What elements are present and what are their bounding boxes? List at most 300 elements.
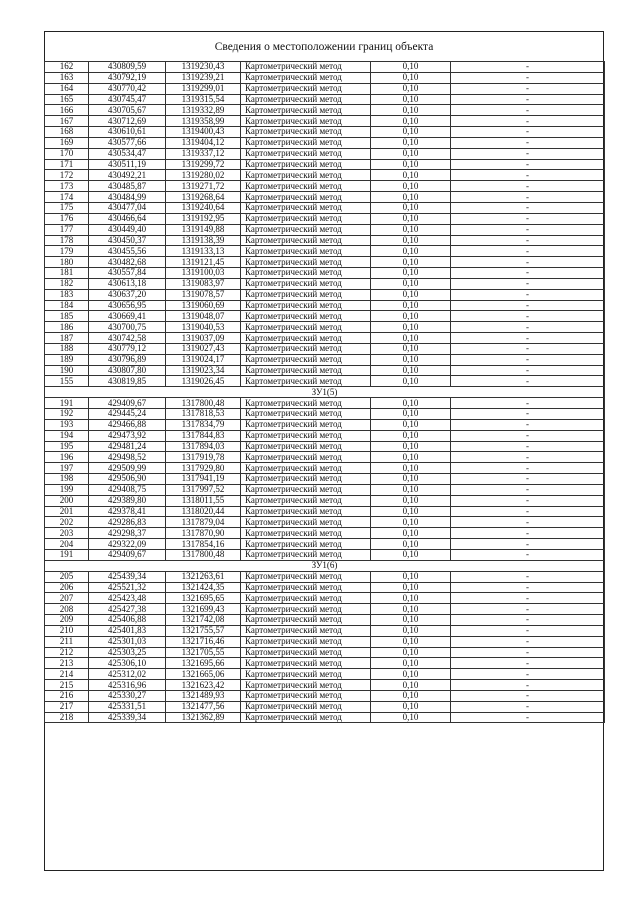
- description-cell: -: [451, 604, 605, 615]
- method-cell: Картометрический метод: [241, 83, 371, 94]
- table-row: [45, 289, 605, 300]
- precision-cell: 0,10: [371, 354, 451, 365]
- description-cell: -: [451, 333, 605, 344]
- coord-x-cell: 430700,75: [89, 322, 166, 333]
- table-row: [45, 441, 605, 452]
- precision-cell: 0,10: [371, 658, 451, 669]
- description-cell: -: [451, 105, 605, 116]
- coord-x-cell: 430796,89: [89, 354, 166, 365]
- coord-y-cell: 1319404,12: [166, 137, 241, 148]
- method-cell: Картометрический метод: [241, 528, 371, 539]
- method-cell: Картометрический метод: [241, 701, 371, 712]
- table-row: [45, 636, 605, 647]
- description-cell: -: [451, 419, 605, 430]
- description-cell: -: [451, 268, 605, 279]
- description-cell: -: [451, 127, 605, 138]
- table-row: [45, 582, 605, 593]
- point-number-cell: 212: [45, 647, 89, 658]
- point-number-cell: 187: [45, 333, 89, 344]
- precision-cell: 0,10: [371, 170, 451, 181]
- point-number-cell: 184: [45, 300, 89, 311]
- coord-x-cell: 430809,59: [89, 62, 166, 73]
- coord-y-cell: 1319192,95: [166, 213, 241, 224]
- table-row: [45, 105, 605, 116]
- table-row: [45, 127, 605, 138]
- coord-y-cell: 1319040,53: [166, 322, 241, 333]
- point-number-cell: 175: [45, 202, 89, 213]
- coord-y-cell: 1318020,44: [166, 506, 241, 517]
- method-cell: Картометрический метод: [241, 506, 371, 517]
- coord-y-cell: 1319332,89: [166, 105, 241, 116]
- coord-x-cell: 425303,25: [89, 647, 166, 658]
- precision-cell: 0,10: [371, 62, 451, 73]
- table-row: [45, 94, 605, 105]
- table-row: [45, 365, 605, 376]
- precision-cell: 0,10: [371, 463, 451, 474]
- method-cell: Картометрический метод: [241, 517, 371, 528]
- point-number-cell: 200: [45, 495, 89, 506]
- coord-x-cell: 429298,37: [89, 528, 166, 539]
- method-cell: Картометрический метод: [241, 159, 371, 170]
- coord-y-cell: 1319121,45: [166, 257, 241, 268]
- point-number-cell: 163: [45, 72, 89, 83]
- precision-cell: 0,10: [371, 484, 451, 495]
- coord-x-cell: 430534,47: [89, 148, 166, 159]
- method-cell: Картометрический метод: [241, 224, 371, 235]
- description-cell: -: [451, 376, 605, 387]
- description-cell: -: [451, 463, 605, 474]
- method-cell: Картометрический метод: [241, 484, 371, 495]
- coord-y-cell: 1321424,35: [166, 582, 241, 593]
- description-cell: -: [451, 398, 605, 409]
- description-cell: -: [451, 701, 605, 712]
- description-cell: -: [451, 300, 605, 311]
- point-number-cell: 194: [45, 430, 89, 441]
- coord-y-cell: 1317834,79: [166, 419, 241, 430]
- coord-x-cell: 430482,68: [89, 257, 166, 268]
- coord-x-cell: 429506,90: [89, 474, 166, 485]
- description-cell: -: [451, 669, 605, 680]
- coord-y-cell: 1319299,01: [166, 83, 241, 94]
- precision-cell: 0,10: [371, 202, 451, 213]
- coord-y-cell: 1319037,09: [166, 333, 241, 344]
- point-number-cell: 162: [45, 62, 89, 73]
- method-cell: Картометрический метод: [241, 463, 371, 474]
- table-row: [45, 647, 605, 658]
- table-row: [45, 669, 605, 680]
- point-number-cell: 182: [45, 278, 89, 289]
- coord-x-cell: 430466,64: [89, 213, 166, 224]
- coord-x-cell: 430511,19: [89, 159, 166, 170]
- section-header: ЗУ1(5): [45, 387, 605, 398]
- method-cell: Картометрический метод: [241, 94, 371, 105]
- coord-x-cell: 429473,92: [89, 430, 166, 441]
- description-cell: -: [451, 343, 605, 354]
- precision-cell: 0,10: [371, 571, 451, 582]
- coord-y-cell: 1317929,80: [166, 463, 241, 474]
- point-number-cell: 178: [45, 235, 89, 246]
- method-cell: Картометрический метод: [241, 116, 371, 127]
- precision-cell: 0,10: [371, 224, 451, 235]
- precision-cell: 0,10: [371, 441, 451, 452]
- coord-y-cell: 1319024,17: [166, 354, 241, 365]
- precision-cell: 0,10: [371, 127, 451, 138]
- description-cell: -: [451, 571, 605, 582]
- coord-y-cell: 1319337,12: [166, 148, 241, 159]
- point-number-cell: 170: [45, 148, 89, 159]
- coord-y-cell: 1321695,66: [166, 658, 241, 669]
- table-row: [45, 300, 605, 311]
- table-row: [45, 235, 605, 246]
- description-cell: -: [451, 181, 605, 192]
- method-cell: Картометрический метод: [241, 300, 371, 311]
- coord-x-cell: 430450,37: [89, 235, 166, 246]
- precision-cell: 0,10: [371, 192, 451, 203]
- point-number-cell: 177: [45, 224, 89, 235]
- precision-cell: 0,10: [371, 690, 451, 701]
- coord-y-cell: 1319078,57: [166, 289, 241, 300]
- coord-x-cell: 430712,69: [89, 116, 166, 127]
- coord-x-cell: 429445,24: [89, 409, 166, 420]
- point-number-cell: 155: [45, 376, 89, 387]
- description-cell: -: [451, 137, 605, 148]
- coord-y-cell: 1319400,43: [166, 127, 241, 138]
- description-cell: -: [451, 441, 605, 452]
- point-number-cell: 193: [45, 419, 89, 430]
- coord-x-cell: 425423,48: [89, 593, 166, 604]
- coord-y-cell: 1317997,52: [166, 484, 241, 495]
- description-cell: -: [451, 72, 605, 83]
- coord-y-cell: 1317870,90: [166, 528, 241, 539]
- table-row: [45, 137, 605, 148]
- method-cell: Картометрический метод: [241, 343, 371, 354]
- table-row: [45, 398, 605, 409]
- description-cell: -: [451, 257, 605, 268]
- precision-cell: 0,10: [371, 159, 451, 170]
- table-row: [45, 72, 605, 83]
- point-number-cell: 208: [45, 604, 89, 615]
- method-cell: Картометрический метод: [241, 365, 371, 376]
- description-cell: -: [451, 484, 605, 495]
- method-cell: Картометрический метод: [241, 278, 371, 289]
- description-cell: -: [451, 235, 605, 246]
- table-row: [45, 528, 605, 539]
- table-row: [45, 571, 605, 582]
- description-cell: -: [451, 365, 605, 376]
- coord-y-cell: 1319133,13: [166, 246, 241, 257]
- method-cell: Картометрический метод: [241, 235, 371, 246]
- precision-cell: 0,10: [371, 701, 451, 712]
- description-cell: -: [451, 94, 605, 105]
- precision-cell: 0,10: [371, 181, 451, 192]
- description-cell: -: [451, 148, 605, 159]
- table-row: [45, 658, 605, 669]
- point-number-cell: 210: [45, 625, 89, 636]
- coordinates-table-body: [45, 62, 605, 723]
- coord-y-cell: 1317941,19: [166, 474, 241, 485]
- description-cell: -: [451, 647, 605, 658]
- method-cell: Картометрический метод: [241, 148, 371, 159]
- point-number-cell: 185: [45, 311, 89, 322]
- table-row: [45, 615, 605, 626]
- description-cell: -: [451, 712, 605, 723]
- point-number-cell: 196: [45, 452, 89, 463]
- precision-cell: 0,10: [371, 289, 451, 300]
- table-row: [45, 452, 605, 463]
- method-cell: Картометрический метод: [241, 268, 371, 279]
- precision-cell: 0,10: [371, 246, 451, 257]
- point-number-cell: 188: [45, 343, 89, 354]
- table-row: [45, 484, 605, 495]
- coord-y-cell: 1321742,08: [166, 615, 241, 626]
- coord-x-cell: 430613,18: [89, 278, 166, 289]
- method-cell: Картометрический метод: [241, 712, 371, 723]
- coord-x-cell: 429408,75: [89, 484, 166, 495]
- precision-cell: 0,10: [371, 636, 451, 647]
- table-row: [45, 539, 605, 550]
- method-cell: Картометрический метод: [241, 474, 371, 485]
- precision-cell: 0,10: [371, 398, 451, 409]
- method-cell: Картометрический метод: [241, 376, 371, 387]
- coord-x-cell: 430669,41: [89, 311, 166, 322]
- point-number-cell: 215: [45, 680, 89, 691]
- method-cell: Картометрический метод: [241, 409, 371, 420]
- coord-x-cell: 429322,09: [89, 539, 166, 550]
- method-cell: Картометрический метод: [241, 127, 371, 138]
- method-cell: Картометрический метод: [241, 430, 371, 441]
- coord-y-cell: 1319149,88: [166, 224, 241, 235]
- table-row: [45, 278, 605, 289]
- point-number-cell: 165: [45, 94, 89, 105]
- table-row: [45, 62, 605, 73]
- description-cell: -: [451, 474, 605, 485]
- description-cell: -: [451, 289, 605, 300]
- precision-cell: 0,10: [371, 528, 451, 539]
- table-row: [45, 202, 605, 213]
- description-cell: -: [451, 506, 605, 517]
- precision-cell: 0,10: [371, 365, 451, 376]
- description-cell: -: [451, 625, 605, 636]
- point-number-cell: 191: [45, 549, 89, 560]
- description-cell: -: [451, 539, 605, 550]
- table-row: [45, 701, 605, 712]
- method-cell: Картометрический метод: [241, 593, 371, 604]
- description-cell: -: [451, 549, 605, 560]
- coord-y-cell: 1319315,54: [166, 94, 241, 105]
- precision-cell: 0,10: [371, 148, 451, 159]
- coord-y-cell: 1321362,89: [166, 712, 241, 723]
- method-cell: Картометрический метод: [241, 680, 371, 691]
- description-cell: -: [451, 680, 605, 691]
- point-number-cell: 180: [45, 257, 89, 268]
- precision-cell: 0,10: [371, 615, 451, 626]
- coord-y-cell: 1319271,72: [166, 181, 241, 192]
- table-row: [45, 268, 605, 279]
- description-cell: -: [451, 430, 605, 441]
- coord-y-cell: 1321489,93: [166, 690, 241, 701]
- coord-x-cell: 429498,52: [89, 452, 166, 463]
- point-number-cell: 179: [45, 246, 89, 257]
- coord-y-cell: 1321699,43: [166, 604, 241, 615]
- table-row: [45, 376, 605, 387]
- coord-x-cell: 429409,67: [89, 398, 166, 409]
- coord-x-cell: 425427,38: [89, 604, 166, 615]
- table-row: [45, 419, 605, 430]
- precision-cell: 0,10: [371, 137, 451, 148]
- point-number-cell: 207: [45, 593, 89, 604]
- point-number-cell: 189: [45, 354, 89, 365]
- page-title: Сведения о местоположении границ объекта: [44, 31, 604, 61]
- description-cell: -: [451, 658, 605, 669]
- table-row: [45, 333, 605, 344]
- precision-cell: 0,10: [371, 647, 451, 658]
- table-row: [45, 181, 605, 192]
- point-number-cell: 216: [45, 690, 89, 701]
- precision-cell: 0,10: [371, 83, 451, 94]
- method-cell: Картометрический метод: [241, 398, 371, 409]
- method-cell: Картометрический метод: [241, 72, 371, 83]
- coord-y-cell: 1317800,48: [166, 398, 241, 409]
- coord-x-cell: 429409,67: [89, 549, 166, 560]
- coord-x-cell: 429389,80: [89, 495, 166, 506]
- coord-x-cell: 425521,32: [89, 582, 166, 593]
- table-row: [45, 712, 605, 723]
- coord-x-cell: 430477,04: [89, 202, 166, 213]
- table-row: [45, 690, 605, 701]
- precision-cell: 0,10: [371, 549, 451, 560]
- coord-x-cell: 430792,19: [89, 72, 166, 83]
- coord-x-cell: 430637,20: [89, 289, 166, 300]
- coord-x-cell: 430770,42: [89, 83, 166, 94]
- coord-x-cell: 429378,41: [89, 506, 166, 517]
- table-row: [45, 192, 605, 203]
- point-number-cell: 205: [45, 571, 89, 582]
- description-cell: -: [451, 278, 605, 289]
- description-cell: -: [451, 192, 605, 203]
- description-cell: -: [451, 202, 605, 213]
- table-row: [45, 311, 605, 322]
- coord-x-cell: 430577,66: [89, 137, 166, 148]
- coord-y-cell: 1318011,55: [166, 495, 241, 506]
- description-cell: -: [451, 116, 605, 127]
- coord-y-cell: 1321716,46: [166, 636, 241, 647]
- coord-x-cell: 430779,12: [89, 343, 166, 354]
- point-number-cell: 190: [45, 365, 89, 376]
- coord-y-cell: 1319048,07: [166, 311, 241, 322]
- precision-cell: 0,10: [371, 680, 451, 691]
- precision-cell: 0,10: [371, 495, 451, 506]
- method-cell: Картометрический метод: [241, 495, 371, 506]
- coord-x-cell: 430610,61: [89, 127, 166, 138]
- coord-x-cell: 425312,02: [89, 669, 166, 680]
- precision-cell: 0,10: [371, 105, 451, 116]
- coord-y-cell: 1319239,21: [166, 72, 241, 83]
- coord-y-cell: 1319100,03: [166, 268, 241, 279]
- table-row: [45, 549, 605, 560]
- coord-x-cell: 430656,95: [89, 300, 166, 311]
- point-number-cell: 218: [45, 712, 89, 723]
- description-cell: -: [451, 83, 605, 94]
- table-row: [45, 474, 605, 485]
- point-number-cell: 192: [45, 409, 89, 420]
- method-cell: Картометрический метод: [241, 322, 371, 333]
- point-number-cell: 209: [45, 615, 89, 626]
- point-number-cell: 203: [45, 528, 89, 539]
- table-row: [45, 680, 605, 691]
- method-cell: Картометрический метод: [241, 246, 371, 257]
- precision-cell: 0,10: [371, 300, 451, 311]
- method-cell: Картометрический метод: [241, 441, 371, 452]
- description-cell: -: [451, 690, 605, 701]
- method-cell: Картометрический метод: [241, 690, 371, 701]
- table-row: [45, 463, 605, 474]
- point-number-cell: 167: [45, 116, 89, 127]
- coord-y-cell: 1317844,83: [166, 430, 241, 441]
- table-row: [45, 430, 605, 441]
- method-cell: Картометрический метод: [241, 582, 371, 593]
- description-cell: -: [451, 159, 605, 170]
- precision-cell: 0,10: [371, 625, 451, 636]
- description-cell: -: [451, 409, 605, 420]
- coord-y-cell: 1319023,34: [166, 365, 241, 376]
- description-cell: -: [451, 322, 605, 333]
- precision-cell: 0,10: [371, 604, 451, 615]
- description-cell: -: [451, 224, 605, 235]
- point-number-cell: 201: [45, 506, 89, 517]
- coord-y-cell: 1317919,78: [166, 452, 241, 463]
- point-number-cell: 202: [45, 517, 89, 528]
- table-row: [45, 495, 605, 506]
- method-cell: Картометрический метод: [241, 192, 371, 203]
- precision-cell: 0,10: [371, 116, 451, 127]
- coord-x-cell: 429466,88: [89, 419, 166, 430]
- point-number-cell: 211: [45, 636, 89, 647]
- coord-y-cell: 1317818,53: [166, 409, 241, 420]
- coord-x-cell: 430485,87: [89, 181, 166, 192]
- coord-y-cell: 1319060,69: [166, 300, 241, 311]
- section-header-row: [45, 560, 605, 571]
- coord-x-cell: 430484,99: [89, 192, 166, 203]
- point-number-cell: 181: [45, 268, 89, 279]
- coord-y-cell: 1319358,99: [166, 116, 241, 127]
- coord-y-cell: 1319230,43: [166, 62, 241, 73]
- coord-x-cell: 430742,58: [89, 333, 166, 344]
- precision-cell: 0,10: [371, 506, 451, 517]
- coord-x-cell: 425301,03: [89, 636, 166, 647]
- point-number-cell: 206: [45, 582, 89, 593]
- coord-x-cell: 429286,83: [89, 517, 166, 528]
- coord-y-cell: 1319027,43: [166, 343, 241, 354]
- coord-x-cell: 430819,85: [89, 376, 166, 387]
- point-number-cell: 204: [45, 539, 89, 550]
- coord-x-cell: 425306,10: [89, 658, 166, 669]
- precision-cell: 0,10: [371, 376, 451, 387]
- coord-y-cell: 1317800,48: [166, 549, 241, 560]
- coord-y-cell: 1319026,45: [166, 376, 241, 387]
- method-cell: Картометрический метод: [241, 137, 371, 148]
- point-number-cell: 172: [45, 170, 89, 181]
- table-row: [45, 246, 605, 257]
- coord-y-cell: 1321665,06: [166, 669, 241, 680]
- precision-cell: 0,10: [371, 517, 451, 528]
- method-cell: Картометрический метод: [241, 354, 371, 365]
- coord-y-cell: 1317894,03: [166, 441, 241, 452]
- table-row: [45, 170, 605, 181]
- method-cell: Картометрический метод: [241, 62, 371, 73]
- method-cell: Картометрический метод: [241, 105, 371, 116]
- method-cell: Картометрический метод: [241, 539, 371, 550]
- description-cell: -: [451, 615, 605, 626]
